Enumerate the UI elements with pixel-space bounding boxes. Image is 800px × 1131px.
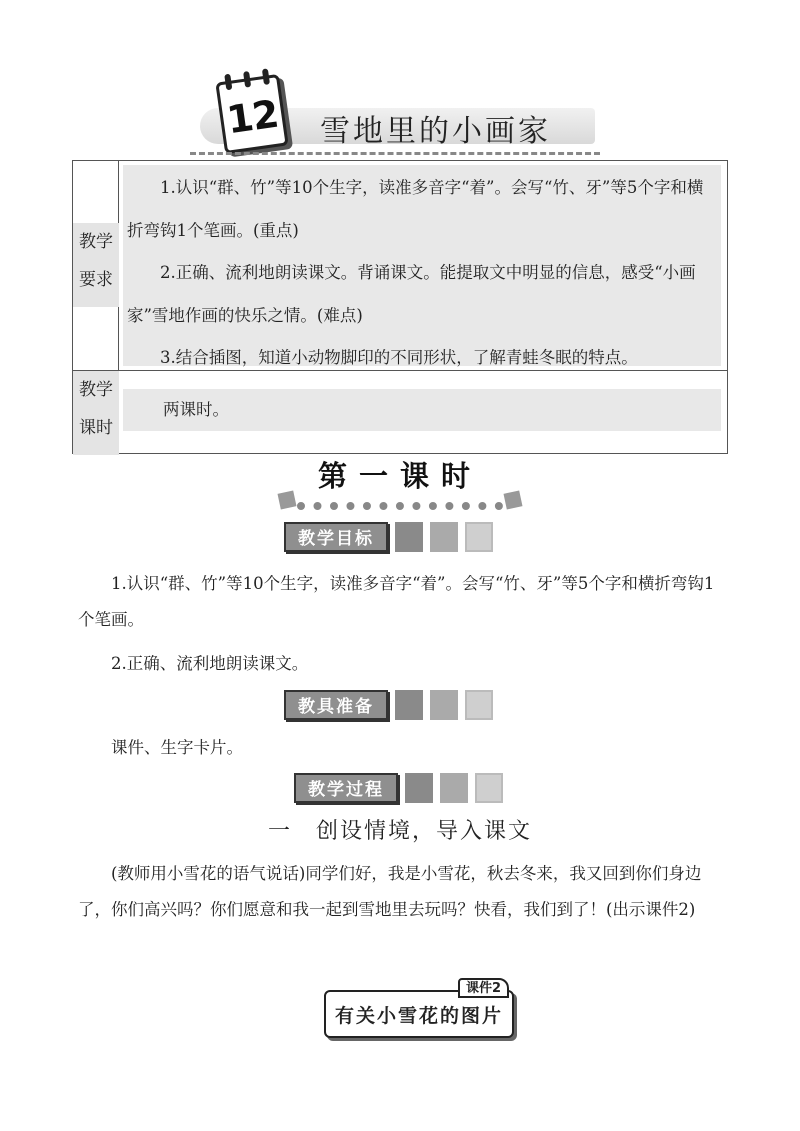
title-decoration bbox=[275, 490, 525, 512]
lesson-title: 雪地里的小画家 bbox=[320, 114, 551, 149]
objectives-heading: 教学目标 bbox=[284, 522, 493, 552]
teaching-requirements-row bbox=[73, 161, 727, 371]
section-title: 第一课时 bbox=[317, 459, 482, 493]
courseware-box bbox=[324, 981, 514, 1038]
objective-item: 1.认识“群、竹”等10个生字，读准多音字“着”。会写“竹、牙”等5个字和横折弯钩1个笔画。 bbox=[78, 574, 715, 629]
objective-item: 2.正确、流利地朗读课文。 bbox=[111, 654, 309, 673]
part-one-heading: 一 创设情境，导入课文 bbox=[267, 819, 532, 844]
courseware-tag: 课件2 bbox=[458, 978, 509, 998]
courseware-caption: 有关小雪花的图片 bbox=[334, 1005, 503, 1027]
materials-text: 课件、生字卡片。 bbox=[111, 738, 243, 757]
teaching-requirements-label: 教学 要求 bbox=[73, 223, 119, 307]
teaching-hours-label: 教学 课时 bbox=[73, 371, 119, 455]
materials-heading: 教具准备 bbox=[284, 690, 493, 720]
requirement-item: 3.结合插图，知道小动物脚印的不同形状，了解青蛙冬眠的特点。 bbox=[160, 348, 638, 367]
process-heading: 教学过程 bbox=[294, 773, 503, 803]
row-label-cell bbox=[73, 161, 119, 370]
teaching-hours-body bbox=[119, 371, 727, 455]
teaching-hours-text: 两课时。 bbox=[163, 400, 229, 419]
requirement-item: 1.认识“群、竹”等10个生字，读准多音字“着”。会写“竹、牙”等5个字和横折弯钩1个笔画。(重点) bbox=[127, 178, 704, 240]
teaching-hours-row bbox=[73, 371, 727, 455]
lesson-header bbox=[190, 78, 600, 160]
requirements-table bbox=[72, 160, 728, 454]
row-label-cell bbox=[73, 371, 119, 455]
part-one-text: (教师用小雪花的语气说话)同学们好，我是小雪花，秋去冬来，我又回到你们身边了，你们高兴吗？你们愿意和我一起到雪地里去玩吗？快看，我们到了！(出示课件2) bbox=[78, 864, 702, 919]
calendar-icon bbox=[215, 74, 288, 154]
teaching-requirements-body bbox=[119, 161, 727, 370]
lesson-number: 12 bbox=[224, 91, 281, 143]
header-divider bbox=[190, 152, 600, 155]
requirement-item: 2.正确、流利地朗读课文。背诵课文。能提取文中明显的信息，感受“小画家”雪地作画的快乐之情。(难点) bbox=[127, 263, 696, 325]
